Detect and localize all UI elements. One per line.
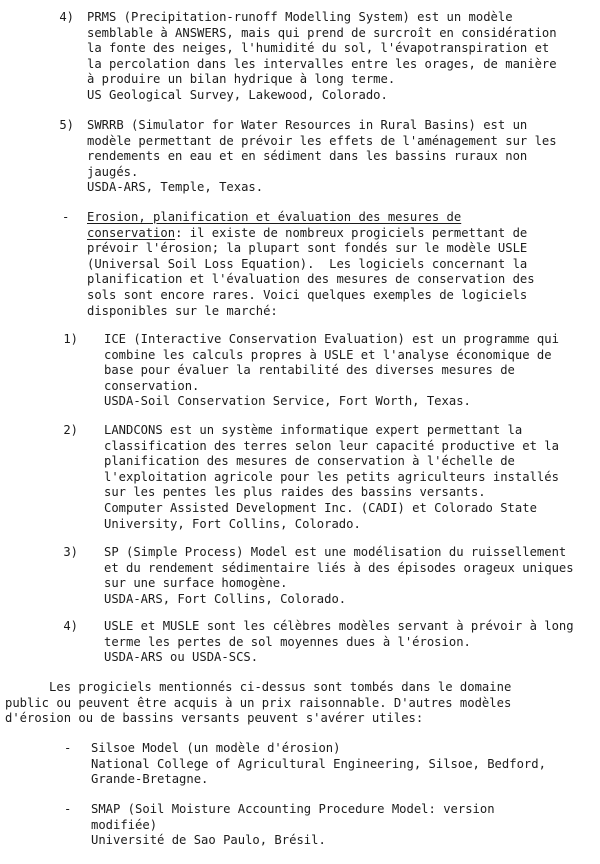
section-text-line: disponibles sur le marché: xyxy=(87,303,278,318)
item-text-line: jaugés. xyxy=(87,164,139,179)
bullet-dash: - xyxy=(64,802,72,816)
section-text-line: planification et l'évaluation des mesures de conservation des xyxy=(87,272,535,287)
item-text-line: planification des mesures de conservation à l'échelle de xyxy=(104,454,515,469)
item-text-line: la percolation dans les intervalles entre les orages, de manière xyxy=(87,56,557,71)
section-text-line: sols sont encore rares. Voici quelques exemples de logiciels xyxy=(87,287,528,302)
paragraph-line: public ou peuvent être acquis à un prix raisonnable. D'autres modèles xyxy=(5,695,512,710)
section-heading-line xyxy=(87,226,535,242)
section-intro-text: : il existe de nombreux progiciels permettant de xyxy=(175,225,528,240)
item-text-line: base pour évaluer la rentabilité des diverses mesures de xyxy=(104,363,515,378)
bullet-text-line: Grande-Bretagne. xyxy=(91,772,209,787)
item-number: 1) xyxy=(63,332,78,346)
item-text-line: USLE et MUSLE sont les célèbres modèles servant à prévoir à long xyxy=(104,619,574,633)
item-text-line: terme les pertes de sol moyennes dues à l'érosion. xyxy=(104,634,471,649)
item-text-line: conservation. xyxy=(104,378,200,393)
item-text-line: PRMS (Precipitation-runoff Modelling System) est un modèle xyxy=(87,10,513,24)
section-heading-line xyxy=(87,210,535,226)
item-text-line: University, Fort Collins, Colorado. xyxy=(104,516,361,531)
item-text-line: modèle permettant de prévoir les effets de l'aménagement sur les xyxy=(87,133,557,148)
bullet-text-line: Université de Sao Paulo, Brésil. xyxy=(91,833,326,848)
bullet-text-line: National College of Agricultural Engineering, Silsoe, Bedford, xyxy=(91,756,546,771)
paragraph-line: d'érosion ou de bassins versants peuvent s'avérer utiles: xyxy=(5,711,424,726)
section-dash: - xyxy=(62,210,70,224)
item-text-line: sur une surface homogène. xyxy=(104,576,288,591)
item-number: 4) xyxy=(63,619,78,633)
item-text-line: semblable à ANSWERS, mais qui prend de surcroît en considération xyxy=(87,25,557,40)
bullet-text-line: Silsoe Model (un modèle d'érosion) xyxy=(91,741,341,755)
item-text-line: la fonte des neiges, l'humidité du sol, l'évapotranspiration et xyxy=(87,41,550,56)
item-number: 2) xyxy=(63,423,78,437)
item-text-line: classification des terres selon leur capacité productive et la xyxy=(104,438,559,453)
item-text-line: ICE (Interactive Conservation Evaluation) est un programme qui xyxy=(104,332,559,346)
section-text-line: (Universal Soil Loss Equation). Les logiciels concernant la xyxy=(87,256,528,271)
item-text-line: USDA-ARS, Fort Collins, Colorado. xyxy=(104,591,347,606)
item-text-line: USDA-ARS ou USDA-SCS. xyxy=(104,650,259,665)
item-number: 3) xyxy=(63,545,78,559)
item-number: 4) xyxy=(59,10,74,24)
item-text-line: et du rendement sédimentaire liés à des épisodes orageux uniques xyxy=(104,560,574,575)
section-heading-cont: conservation xyxy=(87,225,176,240)
item-text-line: à produire un bilan hydrique à long terme. xyxy=(87,72,396,87)
item-text-line: rendements en eau et en sédiment dans les bassins ruraux non xyxy=(87,149,528,164)
item-text-line: SWRRB (Simulator for Water Resources in Rural Basins) est un xyxy=(87,118,528,132)
item-text-line: Computer Assisted Development Inc. (CADI) et Colorado State xyxy=(104,500,537,515)
section-text-line: prévoir l'érosion; la plupart sont fondés sur le modèle USLE xyxy=(87,241,528,256)
item-number: 5) xyxy=(59,118,74,132)
paragraph-line: Les progiciels mentionnés ci-dessus sont tombés dans le domaine xyxy=(5,680,512,694)
item-text-line: SP (Simple Process) Model est une modélisation du ruissellement xyxy=(104,545,567,559)
item-text-line: US Geological Survey, Lakewood, Colorado. xyxy=(87,87,388,102)
section-heading: Erosion, planification et évaluation des mesures de xyxy=(87,210,462,224)
item-text-line: l'exploitation agricole pour les petits agriculteurs installés xyxy=(104,469,559,484)
item-text-line: LANDCONS est un système informatique expert permettant la xyxy=(104,423,523,437)
item-text-line: USDA-ARS, Temple, Texas. xyxy=(87,180,264,195)
bullet-dash: - xyxy=(64,741,72,755)
item-text-line: combine les calculs propres à USLE et l'analyse économique de xyxy=(104,347,552,362)
item-text-line: sur les pentes les plus raides des bassins versants. xyxy=(104,485,486,500)
item-text-line: USDA-Soil Conservation Service, Fort Worth, Texas. xyxy=(104,394,471,409)
bullet-text-line: SMAP (Soil Moisture Accounting Procedure Model: version xyxy=(91,802,495,816)
bullet-text-line: modifiée) xyxy=(91,817,158,832)
